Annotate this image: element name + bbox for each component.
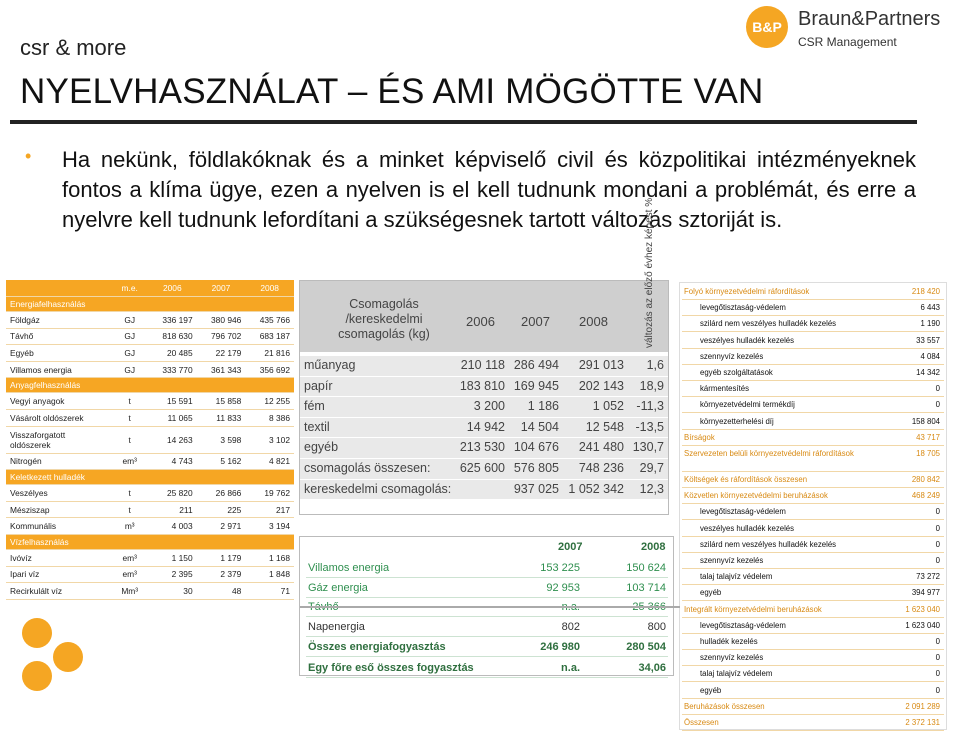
table-row xyxy=(300,418,668,438)
row-value: 4 003 xyxy=(148,518,197,535)
row-label: szennyvíz kezelés xyxy=(700,556,764,565)
row-label: hulladék kezelés xyxy=(700,637,758,646)
year-2007-header: 2007 xyxy=(558,541,583,553)
row-label: szilárd nem veszélyes hulladék kezelés xyxy=(700,319,837,329)
row-value: 150 624 xyxy=(626,562,666,574)
row-value: 4 084 xyxy=(920,351,940,361)
row-value: 22 179 xyxy=(197,345,246,362)
row-value: 0 xyxy=(935,539,940,549)
change-label-vertical xyxy=(638,197,668,350)
table-row xyxy=(682,570,944,585)
row-unit: GJ xyxy=(111,345,148,362)
bullet-text: Ha nekünk, földlakóknak és a minket képviselő civil és közpolitikai intézményeknek fontos a klíma ügye, ezen a nyelven is el kell tudnunk mondani a problémát, és erre a nyelvre kell tudnunk lefordítani a szükségesnek tartott változás sztoriját is. xyxy=(62,147,916,232)
table-row xyxy=(682,667,944,682)
table-row xyxy=(682,301,944,316)
section-row xyxy=(6,378,294,393)
row-value: 4 743 xyxy=(148,453,197,470)
row-label: egyéb xyxy=(304,440,339,455)
row-label: Nitrogén xyxy=(6,453,111,470)
row-label: levegőtisztaság-védelem xyxy=(700,507,786,517)
row-label: Villamos energia xyxy=(6,361,111,378)
table-row xyxy=(682,317,944,332)
packaging-rows xyxy=(300,356,668,500)
table-row xyxy=(6,393,294,410)
row-value: 43 717 xyxy=(916,432,940,442)
row-value: 246 980 xyxy=(540,641,580,653)
row-label: szennyvíz kezelés xyxy=(700,351,764,361)
table-row xyxy=(6,312,294,329)
row-label: környezetvédelmi termékdíj xyxy=(700,400,795,410)
row-value: 3 200 xyxy=(473,399,505,414)
row-label: Ipari víz xyxy=(6,566,111,583)
row-value: 14 342 xyxy=(916,368,940,377)
row-value: 468 249 xyxy=(911,491,940,501)
row-value: 0 xyxy=(935,669,940,679)
row-value: 25 820 xyxy=(148,485,197,502)
table-row xyxy=(6,453,294,470)
row-unit: em³ xyxy=(111,549,148,566)
row-label: Vásárolt oldószerek xyxy=(6,409,111,426)
title-underline xyxy=(10,120,917,124)
table-row xyxy=(682,489,944,504)
row-label: Beruházások összesen xyxy=(684,701,765,711)
row-value: 26 866 xyxy=(197,485,246,502)
section-row xyxy=(6,534,294,549)
row-value: 0 xyxy=(935,384,940,394)
table-row xyxy=(6,328,294,345)
year-2006-label: 2006 xyxy=(466,314,495,329)
row-value: 2 372 131 xyxy=(905,718,940,727)
row-value: 1 623 040 xyxy=(905,620,940,630)
divider-line xyxy=(300,606,680,608)
row-value: 6 443 xyxy=(920,303,940,313)
section-row xyxy=(6,297,294,312)
row-value: 217 xyxy=(245,501,294,518)
header-cell xyxy=(6,280,111,297)
row-value: 361 343 xyxy=(197,361,246,378)
table-row xyxy=(682,366,944,381)
table-row xyxy=(306,618,668,637)
row-label: Közvetlen környezetvédelmi beruházások xyxy=(684,491,828,501)
table-row xyxy=(6,518,294,535)
row-value: 2 091 289 xyxy=(905,701,940,711)
table-row xyxy=(682,716,944,731)
row-value: 291 013 xyxy=(578,358,624,372)
table-row xyxy=(300,356,668,376)
row-value: 18,9 xyxy=(639,378,664,393)
row-value: 3 194 xyxy=(245,518,294,535)
row-label: Integrált környezetvédelmi beruházások xyxy=(684,604,822,614)
table-row xyxy=(300,480,668,500)
row-label: Gáz energia xyxy=(308,582,368,594)
row-value: 11 833 xyxy=(197,409,246,426)
packaging-header-label: Csomagolás /kereskedelmi csomagolás (kg) xyxy=(338,297,430,341)
row-value: 336 197 xyxy=(148,312,197,329)
row-value: 210 118 xyxy=(460,358,505,372)
table-row xyxy=(682,447,944,472)
row-value: 818 630 xyxy=(148,328,197,345)
row-value: 0 xyxy=(935,685,940,695)
row-value: n.a. xyxy=(561,662,580,674)
row-label: textil xyxy=(304,419,330,434)
table-row xyxy=(6,549,294,566)
table-row xyxy=(682,586,944,601)
logo-mark: B&P xyxy=(746,6,788,48)
row-value: 18 705 xyxy=(916,449,940,458)
row-value: 12 255 xyxy=(245,393,294,410)
row-value: 15 591 xyxy=(148,393,197,410)
row-label: Összesen xyxy=(684,718,719,727)
row-label: egyéb szolgáltatások xyxy=(700,368,773,377)
row-label: Vegyi anyagok xyxy=(6,393,111,410)
table-row xyxy=(300,459,668,479)
row-value: 0 xyxy=(935,507,940,517)
row-label: Egyéb xyxy=(6,345,111,362)
row-value: 748 236 xyxy=(578,460,624,475)
row-label: levegőtisztaság-védelem xyxy=(700,303,786,313)
section-label: Energiafelhasználás xyxy=(6,297,294,312)
row-value: 1 190 xyxy=(920,319,940,329)
row-value: 130,7 xyxy=(632,440,664,455)
table-row xyxy=(682,473,944,488)
row-label: Folyó környezetvédelmi ráfordítások xyxy=(684,287,810,296)
row-label: talaj talajvíz védelem xyxy=(700,669,773,679)
row-value: 683 187 xyxy=(245,328,294,345)
header-cell: 2006 xyxy=(148,280,197,297)
row-value: 92 953 xyxy=(546,582,580,594)
table-row xyxy=(682,538,944,553)
table-row xyxy=(306,559,668,578)
row-value: 435 766 xyxy=(245,312,294,329)
row-value: 14 504 xyxy=(520,419,559,434)
row-label: Távhő xyxy=(6,328,111,345)
row-label: egyéb xyxy=(700,588,722,598)
row-value: 218 420 xyxy=(911,287,940,296)
header-cell: m.e. xyxy=(111,280,148,297)
row-label: veszélyes hulladék kezelés xyxy=(700,335,795,345)
row-label: egyéb xyxy=(700,685,722,695)
row-value: 1 052 342 xyxy=(568,481,624,496)
row-value: 14 263 xyxy=(148,426,197,453)
row-label: Költségek és ráfordítások összesen xyxy=(684,475,808,484)
row-value: 48 xyxy=(197,583,246,600)
table-row xyxy=(6,583,294,600)
row-value: 0 xyxy=(935,400,940,410)
row-label: levegőtisztaság-védelem xyxy=(700,620,786,630)
row-label: Szervezeten belüli környezetvédelmi ráfordítások xyxy=(684,449,854,458)
row-value: 286 494 xyxy=(513,358,559,372)
row-value: 0 xyxy=(935,637,940,646)
row-label: fém xyxy=(304,399,325,414)
row-value: 0 xyxy=(935,556,940,565)
section-label: Anyagfelhasználás xyxy=(6,378,294,393)
table-row xyxy=(306,638,668,657)
row-label: műanyag xyxy=(304,358,356,372)
row-value: 802 xyxy=(561,621,580,633)
table-row xyxy=(6,345,294,362)
row-value: 937 025 xyxy=(513,481,559,496)
company-logo xyxy=(746,6,946,56)
row-value: 1 623 040 xyxy=(905,604,940,614)
row-value: 33 557 xyxy=(916,335,940,345)
row-unit: GJ xyxy=(111,328,148,345)
row-label: Bírságok xyxy=(684,432,715,442)
row-value: 20 485 xyxy=(148,345,197,362)
table-row xyxy=(682,522,944,537)
table-row xyxy=(6,566,294,583)
row-label: Összes energiafogyasztás xyxy=(308,641,446,653)
table-row xyxy=(300,397,668,417)
row-value: 356 692 xyxy=(245,361,294,378)
row-value: 394 977 xyxy=(911,588,940,598)
section-subtitle: csr & more xyxy=(20,35,127,60)
row-label: Mésziszap xyxy=(6,501,111,518)
row-label: veszélyes hulladék kezelés xyxy=(700,523,795,533)
slide-title: NYELVHASZNÁLAT – ÉS AMI MÖGÖTTE VAN xyxy=(20,72,764,111)
row-label: Kommunális xyxy=(6,518,111,535)
section-row xyxy=(6,470,294,485)
row-value: 1 186 xyxy=(527,399,559,414)
row-unit: m³ xyxy=(111,518,148,535)
row-value: 333 770 xyxy=(148,361,197,378)
table-row xyxy=(306,659,668,678)
year-2008-header: 2008 xyxy=(641,541,666,553)
table-row xyxy=(682,415,944,430)
logo-name: Braun&Partners xyxy=(798,8,941,30)
row-value: 800 xyxy=(647,621,666,633)
row-value: 153 225 xyxy=(540,562,580,574)
row-unit: t xyxy=(111,485,148,502)
row-value: 3 102 xyxy=(245,426,294,453)
row-value: 4 821 xyxy=(245,453,294,470)
row-label: Visszaforgatott oldószerek xyxy=(6,426,111,453)
header-cell: 2008 xyxy=(245,280,294,297)
row-value: 625 600 xyxy=(459,460,505,475)
row-value: 103 714 xyxy=(626,582,666,594)
table-row xyxy=(682,700,944,715)
row-value: 183 810 xyxy=(459,378,505,393)
row-label: Napenergia xyxy=(308,621,365,633)
packaging-table xyxy=(299,197,669,515)
year-2008-label: 2008 xyxy=(579,314,608,329)
row-value: 241 480 xyxy=(578,440,624,455)
row-value: 211 xyxy=(148,501,197,518)
table-row xyxy=(682,398,944,413)
row-value: 104 676 xyxy=(513,440,559,455)
row-label: Veszélyes xyxy=(6,485,111,502)
table-row xyxy=(682,285,944,300)
row-label: csomagolás összesen: xyxy=(304,460,431,475)
table-row xyxy=(682,382,944,397)
row-unit: GJ xyxy=(111,312,148,329)
table-row xyxy=(682,635,944,650)
row-label: szennyvíz kezelés xyxy=(700,653,764,663)
table-row xyxy=(682,684,944,699)
row-value: 19 762 xyxy=(245,485,294,502)
table-header-row xyxy=(6,280,294,297)
table-row xyxy=(682,651,944,666)
row-label: szilárd nem veszélyes hulladék kezelés xyxy=(700,539,837,549)
table-row xyxy=(300,377,668,397)
row-value: 12 548 xyxy=(585,419,624,434)
row-value: 2 379 xyxy=(197,566,246,583)
row-value: 1 848 xyxy=(245,566,294,583)
row-value: 21 816 xyxy=(245,345,294,362)
row-value: 576 805 xyxy=(513,460,559,475)
table-row xyxy=(306,579,668,598)
row-unit: GJ xyxy=(111,361,148,378)
section-label: Vízfelhasználás xyxy=(6,534,294,549)
row-value: 169 945 xyxy=(513,378,559,393)
row-value: 280 504 xyxy=(626,641,666,653)
logo-subtitle: CSR Management xyxy=(798,35,897,49)
row-value: 796 702 xyxy=(197,328,246,345)
row-value: 0 xyxy=(935,523,940,533)
table-row xyxy=(682,334,944,349)
row-value: 34,06 xyxy=(638,662,666,674)
row-label: kereskedelmi csomagolás: xyxy=(304,481,452,496)
row-value: 1 052 xyxy=(592,399,624,414)
row-value: 202 143 xyxy=(578,378,624,393)
row-label: Villamos energia xyxy=(308,562,390,574)
row-value: 30 xyxy=(148,583,197,600)
packaging-table-header xyxy=(300,197,668,352)
row-unit: t xyxy=(111,501,148,518)
row-label: kármentesítés xyxy=(700,384,749,394)
row-label: Egy főre eső összes fogyasztás xyxy=(308,662,474,674)
row-value: 12,3 xyxy=(639,481,664,496)
row-label: papír xyxy=(304,378,333,393)
row-value: 73 272 xyxy=(916,572,940,582)
table-row xyxy=(6,485,294,502)
resource-usage-table xyxy=(6,280,294,600)
row-unit: em³ xyxy=(111,566,148,583)
row-value: 225 xyxy=(197,501,246,518)
row-value: 5 162 xyxy=(197,453,246,470)
row-value: 0 xyxy=(935,653,940,663)
year-2007-label: 2007 xyxy=(521,314,550,329)
row-label: Ivóvíz xyxy=(6,549,111,566)
row-value: 29,7 xyxy=(639,460,664,475)
row-value: 280 842 xyxy=(911,475,940,484)
row-value: 2 971 xyxy=(197,518,246,535)
table-row xyxy=(6,426,294,453)
table-row xyxy=(682,619,944,634)
row-value: 14 942 xyxy=(466,419,505,434)
table-row xyxy=(6,501,294,518)
svg-text:változás az előző évhez képest: változás az előző évhez képest % xyxy=(644,197,655,348)
row-value: -11,3 xyxy=(636,399,664,414)
row-unit: t xyxy=(111,409,148,426)
row-value: 8 386 xyxy=(245,409,294,426)
table-row xyxy=(682,431,944,446)
row-unit: t xyxy=(111,426,148,453)
row-label: talaj talajvíz védelem xyxy=(700,572,773,582)
row-value: 158 804 xyxy=(911,416,940,426)
row-label: környezetterhelési díj xyxy=(700,416,774,426)
table-row xyxy=(682,505,944,520)
row-value: 1,6 xyxy=(646,358,664,372)
table-row xyxy=(682,603,944,618)
row-value: 213 530 xyxy=(459,440,505,455)
header-cell: 2007 xyxy=(197,280,246,297)
table-row xyxy=(6,361,294,378)
row-value: 1 168 xyxy=(245,549,294,566)
environmental-costs-table xyxy=(679,282,947,730)
table-row xyxy=(6,409,294,426)
bullet-dot-icon: • xyxy=(25,146,32,166)
row-unit: t xyxy=(111,393,148,410)
row-value: 1 179 xyxy=(197,549,246,566)
row-value: 11 065 xyxy=(148,409,197,426)
row-unit: em³ xyxy=(111,453,148,470)
row-value: 1 150 xyxy=(148,549,197,566)
row-label: Recirkulált víz xyxy=(6,583,111,600)
row-value: 380 946 xyxy=(197,312,246,329)
row-value: -13,5 xyxy=(635,419,664,434)
table-row xyxy=(300,438,668,458)
row-unit: Mm³ xyxy=(111,583,148,600)
row-label: Földgáz xyxy=(6,312,111,329)
row-value: 71 xyxy=(245,583,294,600)
section-label: Keletkezett hulladék xyxy=(6,470,294,485)
row-value: 3 598 xyxy=(197,426,246,453)
table-row xyxy=(682,554,944,569)
row-value: 15 858 xyxy=(197,393,246,410)
row-value: 2 395 xyxy=(148,566,197,583)
table-row xyxy=(682,350,944,365)
brand-dots-icon xyxy=(18,618,88,692)
